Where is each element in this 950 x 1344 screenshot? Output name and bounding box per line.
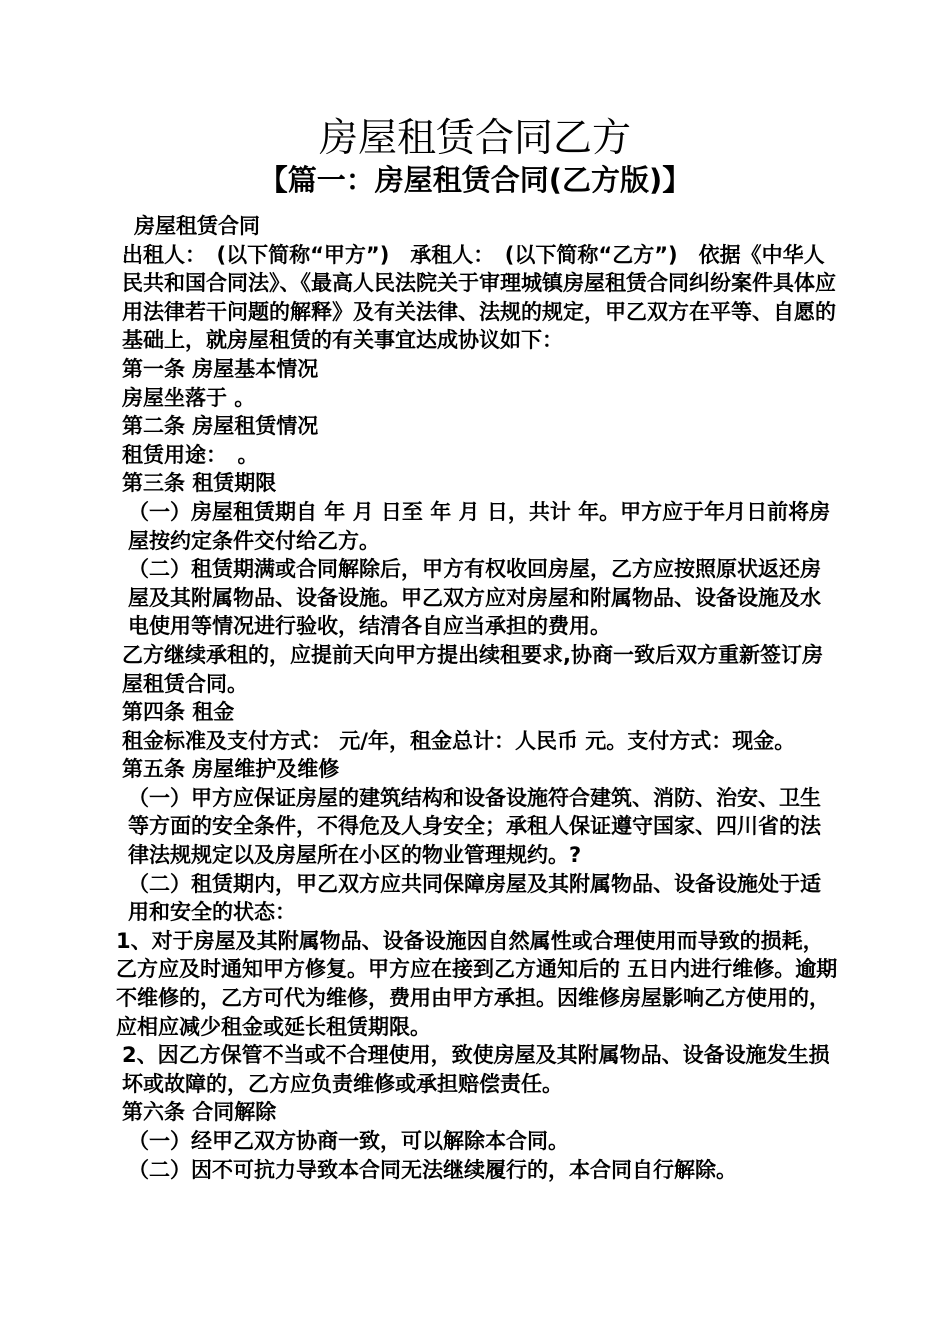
article-6-clause-2: （二）因不可抗力导致本合同无法继续履行的，本合同自行解除。 — [128, 1157, 737, 1182]
contract-body — [116, 212, 840, 1184]
article-4-rent-terms: 租金标准及支付方式： 元/年，租金总计：人民币 元。支付方式：现金。 — [122, 728, 796, 753]
article-1-location: 房屋坐落于 。 — [122, 385, 256, 410]
document-subtitle: 【篇一：房屋租赁合同(乙方版)】 — [258, 163, 692, 197]
article-6-clause-1: （一）经甲乙双方协商一致，可以解除本合同。 — [128, 1129, 569, 1153]
article-5-clause-2: （二）租赁期内，甲乙双方应共同保障房屋及其附属物品、设备设施处于适用和安全的状态： — [128, 871, 821, 925]
article-3-clause-1: （一）房屋租赁期自 年 月 日至 年 月 日，共计 年。甲方应于年月日前将房屋按约定条件交付给乙方。 — [128, 499, 831, 553]
document-title: 房屋租赁合同乙方 — [318, 116, 631, 161]
article-3-renewal: 乙方继续承租的，应提前天向甲方提出续租要求,协商一致后双方重新签订房屋租赁合同。 — [122, 642, 823, 696]
article-2-heading: 第二条 房屋租赁情况 — [122, 414, 319, 439]
contract-heading: 房屋租赁合同 — [134, 214, 260, 238]
article-3-heading: 第三条 租赁期限 — [122, 471, 277, 496]
article-5-item-2: 2、因乙方保管不当或不合理使用，致使房屋及其附属物品、设备设施发生损坏或故障的，乙方应负责维修或承担赔偿责任。 — [122, 1043, 830, 1096]
article-4-heading: 第四条 租金 — [122, 700, 235, 725]
article-1-heading: 第一条 房屋基本情况 — [122, 356, 319, 381]
article-2-purpose: 租赁用途： 。 — [122, 442, 259, 467]
article-5-heading: 第五条 房屋维护及维修 — [122, 757, 340, 782]
article-5-item-1: 1、对于房屋及其附属物品、设备设施因自然属性或合理使用而导致的损耗，乙方应及时通知甲方修复。甲方应在接到乙方通知后的 五日内进行维修。逾期不维修的，乙方可代为维修，费用由甲方承担。因维修房屋影响乙方使用的，应相应减少租金或延长租赁期限。 — [116, 928, 838, 1039]
article-6-heading: 第六条 合同解除 — [122, 1100, 277, 1125]
preamble-paragraph: 出租人： (以下简称“甲方”) 承租人： (以下简称“乙方”) 依据《中华人民共和国合同法》、《最高人民法院关于审理城镇房屋租赁合同纠纷案件具体应用法律若干问题的解释》及有关法律、法规的规定，甲乙双方在平等、自愿的基础上，就房屋租赁的有关事宜达成协议如下： — [122, 242, 836, 353]
article-3-clause-2: （二）租赁期满或合同解除后，甲方有权收回房屋，乙方应按照原状返还房屋及其附属物品、设备设施。甲乙双方应对房屋和附属物品、设备设施及水电使用等情况进行验收，结清各自应当承担的费用。 — [128, 557, 821, 639]
article-5-clause-1: （一）甲方应保证房屋的建筑结构和设备设施符合建筑、消防、治安、卫生等方面的安全条件，不得危及人身安全；承租人保证遵守国家、四川省的法律法规规定以及房屋所在小区的物业管理规约。? — [128, 785, 821, 868]
